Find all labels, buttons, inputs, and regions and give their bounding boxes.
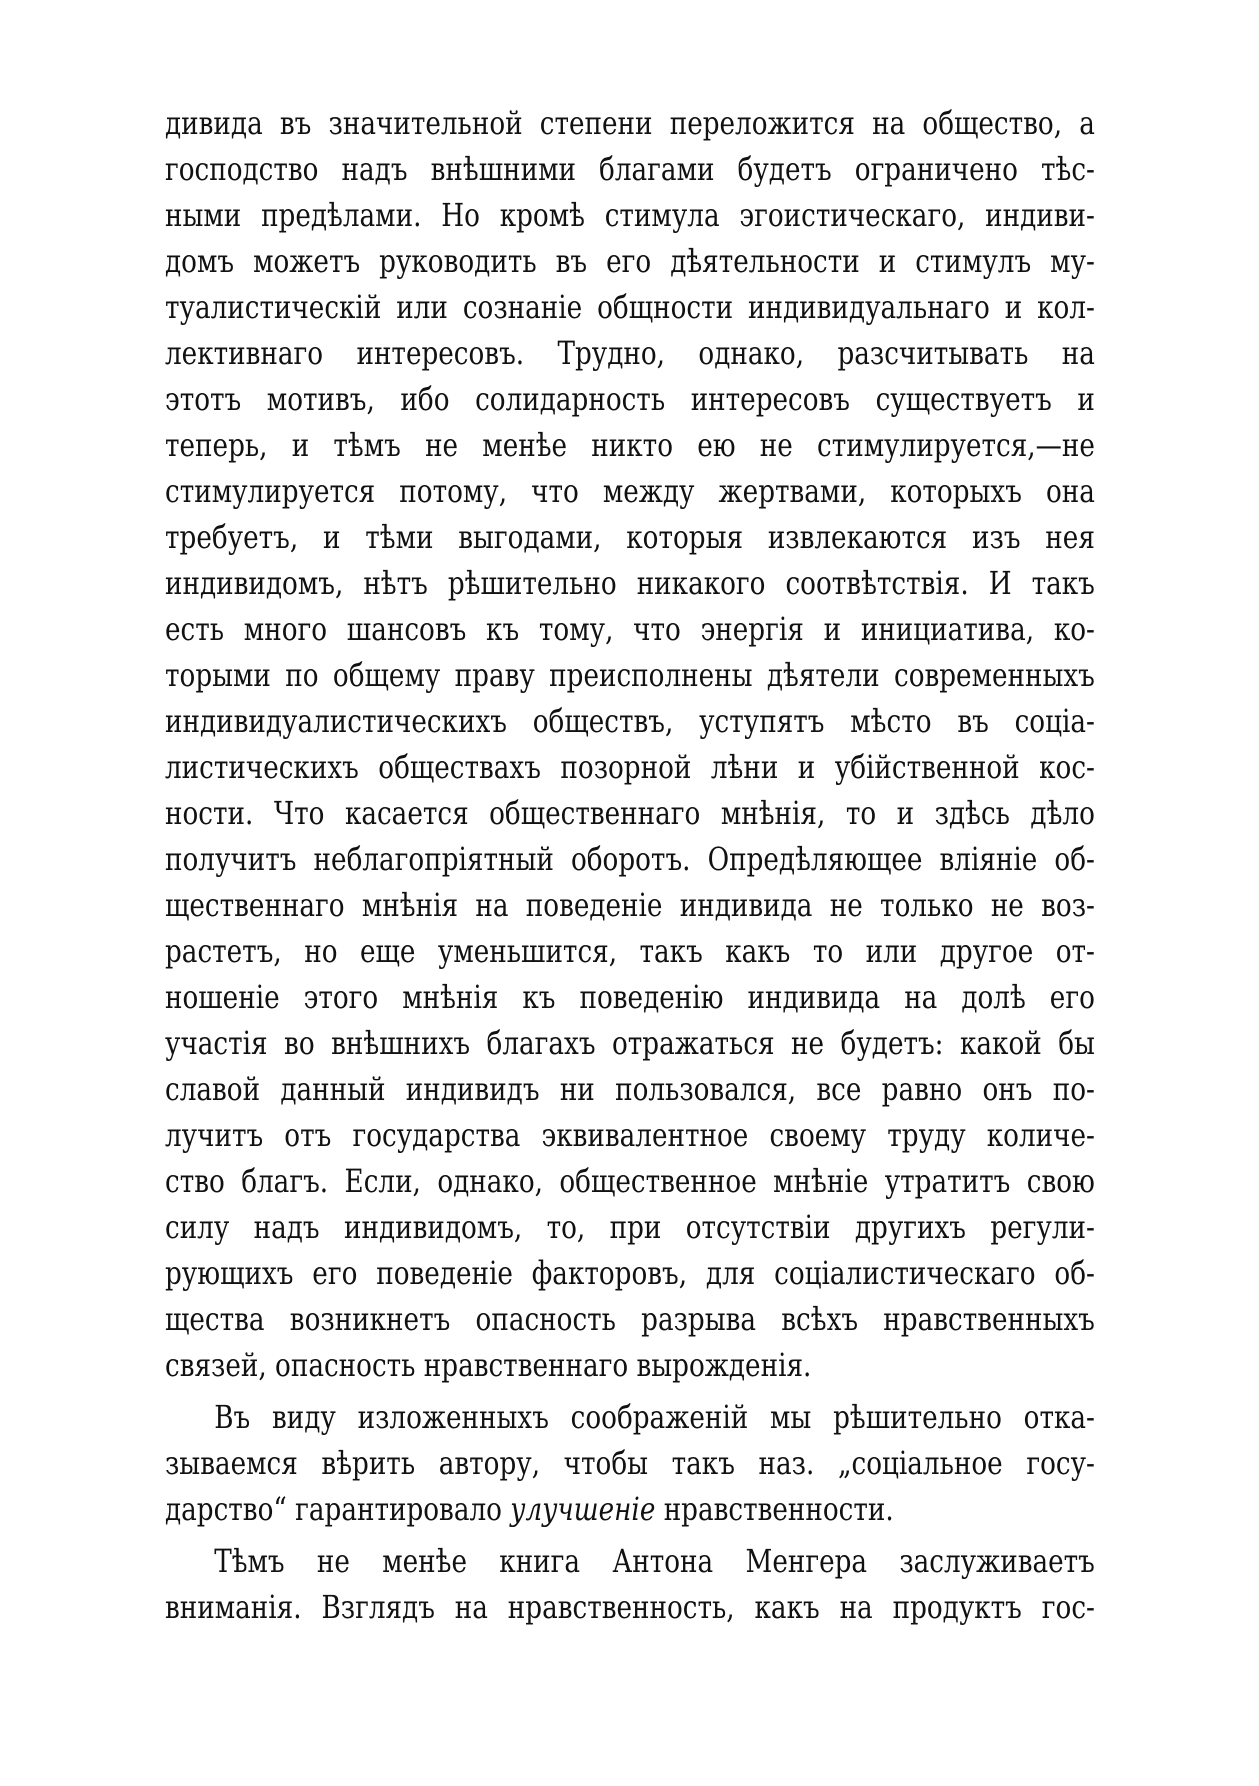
body-text xyxy=(165,100,1095,1630)
text-line: силу надъ индивидомъ, то, при отсутствіи другихъ регули- xyxy=(165,1208,1095,1246)
text-line: вниманія. Взглядъ на нравственность, какъ на продуктъ гос- xyxy=(165,1588,1095,1626)
text-line: славой данный индивидъ ни пользовался, все равно онъ по- xyxy=(165,1070,1095,1108)
text-line: домъ можетъ руководить въ его дѣятельности и стимулъ му- xyxy=(165,242,1095,280)
text-line: дивида въ значительной степени переложится на общество, а xyxy=(165,104,1095,142)
paragraph-2 xyxy=(165,1394,1095,1532)
text-line: лективнаго интересовъ. Трудно, однако, разсчитывать на xyxy=(165,334,1095,372)
text-line: растетъ, но еще уменьшится, такъ какъ то или другое от- xyxy=(165,932,1095,970)
text-line: ство благъ. Если, однако, общественное мнѣніе утратитъ свою xyxy=(165,1162,1095,1200)
text-line: листическихъ обществахъ позорной лѣни и убійственной кос- xyxy=(165,748,1095,786)
text-line: ными предѣлами. Но кромѣ стимула эгоистическаго, индиви- xyxy=(165,196,1095,234)
text-line: теперь, и тѣмъ не менѣе никто ею не стимулируется,—не xyxy=(165,426,1095,464)
text-line: ношеніе этого мнѣнія къ поведенію индивида на долѣ его xyxy=(165,978,1095,1016)
text-line: индивидомъ, нѣтъ рѣшительно никакого соотвѣтствія. И такъ xyxy=(165,564,1095,602)
paragraph-1 xyxy=(165,100,1095,1388)
text-line xyxy=(165,1486,1095,1532)
text-line: торыми по общему праву преисполнены дѣятели современныхъ xyxy=(165,656,1095,694)
text-line: лучитъ отъ государства эквивалентное своему труду количе- xyxy=(165,1116,1095,1154)
text-line: Въ виду изложенныхъ соображеній мы рѣшительно отка- xyxy=(214,1398,1095,1436)
text-line: туалистическій или сознаніе общности индивидуальнаго и кол- xyxy=(165,288,1095,326)
emphasized-word: улучшеніе xyxy=(510,1490,656,1528)
text-line: получитъ неблагопріятный оборотъ. Опредѣляющее вліяніе об- xyxy=(165,840,1095,878)
text-line: стимулируется потому, что между жертвами, которыхъ она xyxy=(165,472,1095,510)
text-line: связей, опасность нравственнаго вырожденія. xyxy=(165,1346,812,1384)
text-line: ности. Что касается общественнаго мнѣнія, то и здѣсь дѣло xyxy=(165,794,1095,832)
text-line: есть много шансовъ къ тому, что энергія и инициатива, ко- xyxy=(165,610,1095,648)
text-run: нравственности. xyxy=(655,1490,894,1528)
text-line: господство надъ внѣшними благами будетъ ограничено тѣс- xyxy=(165,150,1095,188)
text-line: щественнаго мнѣнія на поведеніе индивида не только не воз- xyxy=(165,886,1095,924)
text-line: индивидуалистическихъ обществъ, уступятъ мѣсто въ соціа- xyxy=(165,702,1095,740)
text-line: рующихъ его поведеніе факторовъ, для соціалистическаго об- xyxy=(165,1254,1095,1292)
text-line: этотъ мотивъ, ибо солидарность интересовъ существуетъ и xyxy=(165,380,1095,418)
text-run: дарство“ гарантировало xyxy=(165,1490,511,1528)
text-line: требуетъ, и тѣми выгодами, которыя извлекаются изъ нея xyxy=(165,518,1095,556)
paragraph-3 xyxy=(165,1538,1095,1630)
text-line: щества возникнетъ опасность разрыва всѣхъ нравственныхъ xyxy=(165,1300,1095,1338)
text-line: зываемся вѣрить автору, чтобы такъ наз. „соціальное госу- xyxy=(165,1444,1095,1482)
text-line: Тѣмъ не менѣе книга Антона Менгера заслуживаетъ xyxy=(214,1542,1095,1580)
text-line: участія во внѣшнихъ благахъ отражаться не будетъ: какой бы xyxy=(165,1024,1095,1062)
